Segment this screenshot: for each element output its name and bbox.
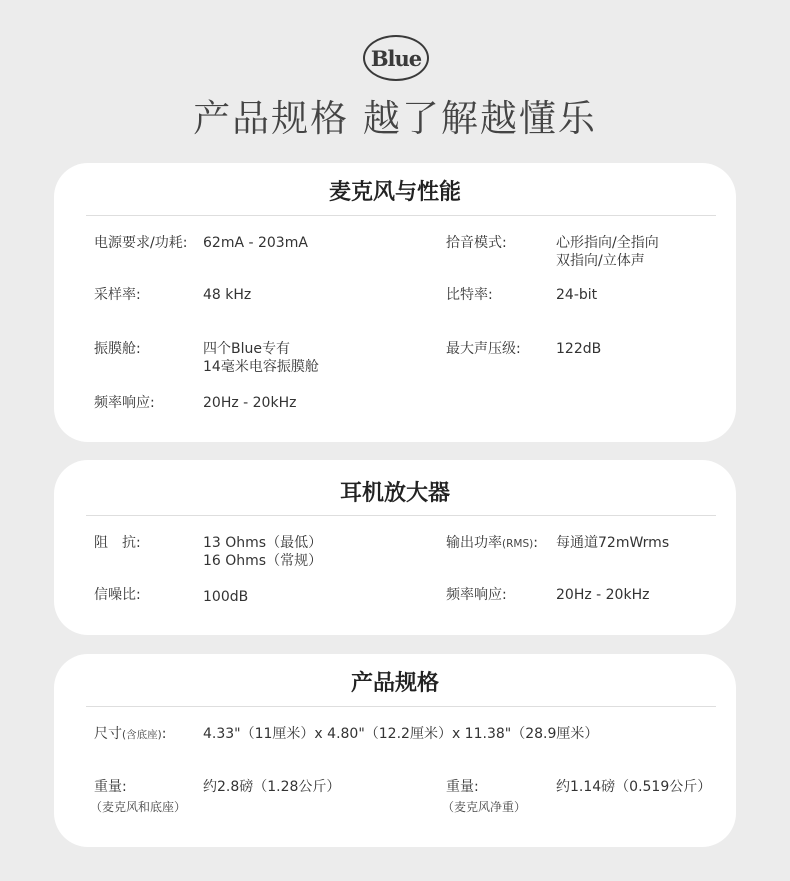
spec-value-snr: 100dB <box>203 589 249 605</box>
spec-label-max-spl: 最大声压级: <box>446 341 521 357</box>
spec-value-size: 4.33"（11厘米）x 4.80"（12.2厘米）x 11.38"（28.9厘米） <box>203 726 599 742</box>
spec-value-max-spl: 122dB <box>556 341 602 357</box>
size-label-main: 尺寸 <box>94 726 122 742</box>
capsule-line-1: 四个Blue专有 <box>203 341 290 357</box>
spec-value-power: 62mA - 203mA <box>203 235 308 251</box>
spec-label-weight-total <box>90 778 187 816</box>
impedance-line-2: 16 Ohms（常规） <box>203 553 323 569</box>
output-label-main: 输出功率 <box>446 535 502 551</box>
spec-value-weight-total: 约2.8磅（1.28公斤） <box>203 779 341 795</box>
spec-label-pattern: 拾音模式: <box>446 235 507 251</box>
spec-value-capsule <box>203 340 319 376</box>
spec-label-weight-mic <box>442 778 527 816</box>
spec-label-size <box>94 725 166 744</box>
card-title: 产品规格 <box>350 671 439 696</box>
spec-value-pattern <box>556 234 659 270</box>
spec-label-power: 电源要求/功耗: <box>94 235 188 251</box>
spec-value-weight-mic: 约1.14磅（0.519公斤） <box>556 779 712 795</box>
spec-value-sample-rate: 48 kHz <box>203 287 252 303</box>
page-title: 产品规格 越了解越懂乐 <box>193 97 597 140</box>
spec-label-frequency: 频率响应: <box>94 395 155 411</box>
spec-label-snr: 信噪比: <box>94 587 141 603</box>
capsule-line-2: 14毫米电容振膜舱 <box>203 359 319 375</box>
spec-label-capsule: 振膜舱: <box>94 341 141 357</box>
spec-value-frequency: 20Hz - 20kHz <box>556 587 650 603</box>
impedance-line-1: 13 Ohms（最低） <box>203 535 323 551</box>
divider <box>86 215 716 216</box>
spec-label-sample-rate: 采样率: <box>94 287 141 303</box>
output-label-rms: (RMS) <box>502 538 534 550</box>
pattern-line-2: 双指向/立体声 <box>556 253 645 269</box>
divider <box>86 515 716 516</box>
spec-label-impedance: 阻 抗: <box>94 535 141 551</box>
spec-value-frequency: 20Hz - 20kHz <box>203 395 297 411</box>
headphone-amp-card <box>54 460 736 635</box>
weight-total-note: （麦克风和底座） <box>90 800 187 814</box>
size-label-note: (含底座) <box>122 729 162 741</box>
spec-label-frequency: 频率响应: <box>446 587 507 603</box>
spec-label-bitrate: 比特率: <box>446 287 493 303</box>
weight-total-label: 重量: <box>94 779 127 795</box>
spec-value-output-power: 每通道72mWrms <box>556 535 670 551</box>
brand-logo <box>363 35 429 81</box>
spec-value-impedance <box>203 534 322 570</box>
weight-mic-label: 重量: <box>446 779 479 795</box>
weight-mic-note: （麦克风净重） <box>442 800 527 814</box>
divider <box>86 706 716 707</box>
mic-performance-card <box>54 163 736 442</box>
brand-logo-text: Blue <box>370 45 422 71</box>
card-title: 麦克风与性能 <box>328 180 461 205</box>
spec-value-bitrate: 24-bit <box>556 287 598 303</box>
pattern-line-1: 心形指向/全指向 <box>556 235 659 251</box>
output-label-colon: : <box>533 535 538 551</box>
card-title: 耳机放大器 <box>339 481 450 506</box>
product-specs-card <box>54 654 736 847</box>
size-label-colon: : <box>161 726 167 742</box>
spec-label-output-power <box>446 534 538 553</box>
